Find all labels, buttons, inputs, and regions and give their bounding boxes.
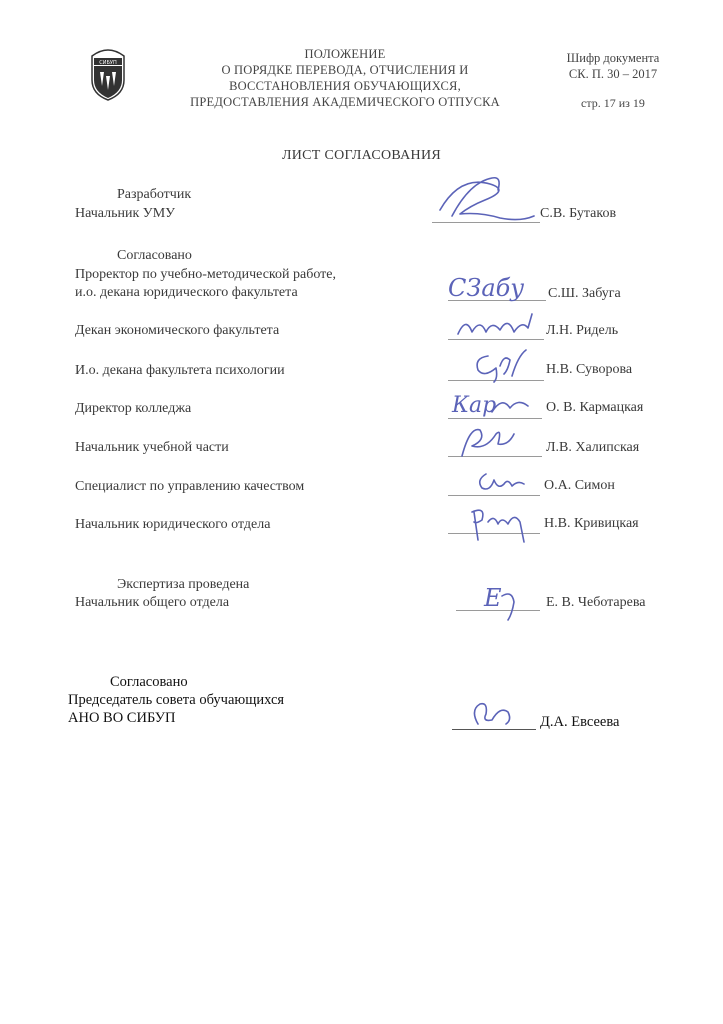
agreed-name: О.А. Симон	[544, 478, 615, 493]
university-logo-icon	[88, 46, 128, 102]
students-heading: Согласовано	[110, 674, 188, 690]
signature-butakov	[430, 170, 540, 226]
agreed-name: С.Ш. Забуга	[548, 286, 621, 301]
agreed-position: Начальник учебной части	[75, 440, 229, 455]
expertise-name: Е. В. Чеботарева	[546, 595, 646, 610]
agreed-name: Л.В. Халипская	[546, 440, 640, 455]
developer-position: Начальник УМУ	[75, 206, 176, 221]
signature-suvorova	[468, 346, 538, 384]
title-line: ВОССТАНОВЛЕНИЯ ОБУЧАЮЩИХСЯ,	[229, 79, 461, 93]
agreed-heading: Согласовано	[117, 248, 192, 263]
agreed-position: Специалист по управлению качеством	[75, 479, 305, 494]
signature-chebotareva	[478, 576, 528, 624]
code-value: СК. П. 30 – 2017	[568, 67, 658, 81]
document-code	[548, 50, 678, 82]
agreed-name: Л.Н. Ридель	[546, 323, 619, 338]
signature-khalipskaya	[452, 420, 532, 460]
expertise-position: Начальник общего отдела	[75, 595, 230, 610]
developer-heading: Разработчик	[117, 187, 192, 202]
signature-zabuga	[444, 270, 548, 304]
agreed-name: Н.В. Суворова	[546, 362, 633, 377]
logo-text: СИБУП	[99, 60, 117, 66]
signature-karmatskaya	[448, 386, 538, 422]
expertise-heading: Экспертиза проведена	[117, 577, 250, 592]
agreed-position: Начальник юридического отдела	[75, 517, 271, 532]
signature-ridel	[452, 310, 542, 342]
code-label: Шифр документа	[566, 51, 660, 65]
students-name: Д.А. Евсеева	[540, 714, 620, 730]
agreed-name: О. В. Кармацкая	[546, 400, 644, 415]
signature-krivitskaya	[464, 502, 544, 546]
agreed-position: Декан экономического факультета	[75, 323, 280, 338]
page-number: стр. 17 из 19	[581, 96, 645, 110]
signature-text: Кар	[452, 393, 497, 418]
title-line: О ПОРЯДКЕ ПЕРЕВОДА, ОТЧИСЛЕНИЯ И	[221, 63, 469, 77]
document-title	[160, 46, 530, 110]
signature-evseeva	[462, 696, 526, 732]
title-line: ПРЕДОСТАВЛЕНИЯ АКАДЕМИЧЕСКОГО ОТПУСКА	[190, 95, 500, 109]
agreed-position: и.о. декана юридического факультета	[75, 285, 298, 300]
sheet-title: ЛИСТ СОГЛАСОВАНИЯ	[281, 148, 442, 163]
students-position: Председатель совета обучающихся	[68, 692, 285, 708]
signature-text: СЗабу	[448, 274, 525, 302]
signature-text: Е	[484, 584, 502, 612]
signature-simon	[474, 466, 534, 498]
agreed-position: Проректор по учебно-методической работе,	[75, 267, 337, 282]
title-line: ПОЛОЖЕНИЕ	[304, 47, 386, 61]
agreed-position: И.о. декана факультета психологии	[75, 363, 285, 378]
agreed-name: Н.В. Кривицкая	[544, 516, 639, 531]
developer-name: С.В. Бутаков	[540, 206, 617, 221]
agreed-position: Директор колледжа	[75, 401, 192, 416]
students-position: АНО ВО СИБУП	[68, 710, 176, 726]
